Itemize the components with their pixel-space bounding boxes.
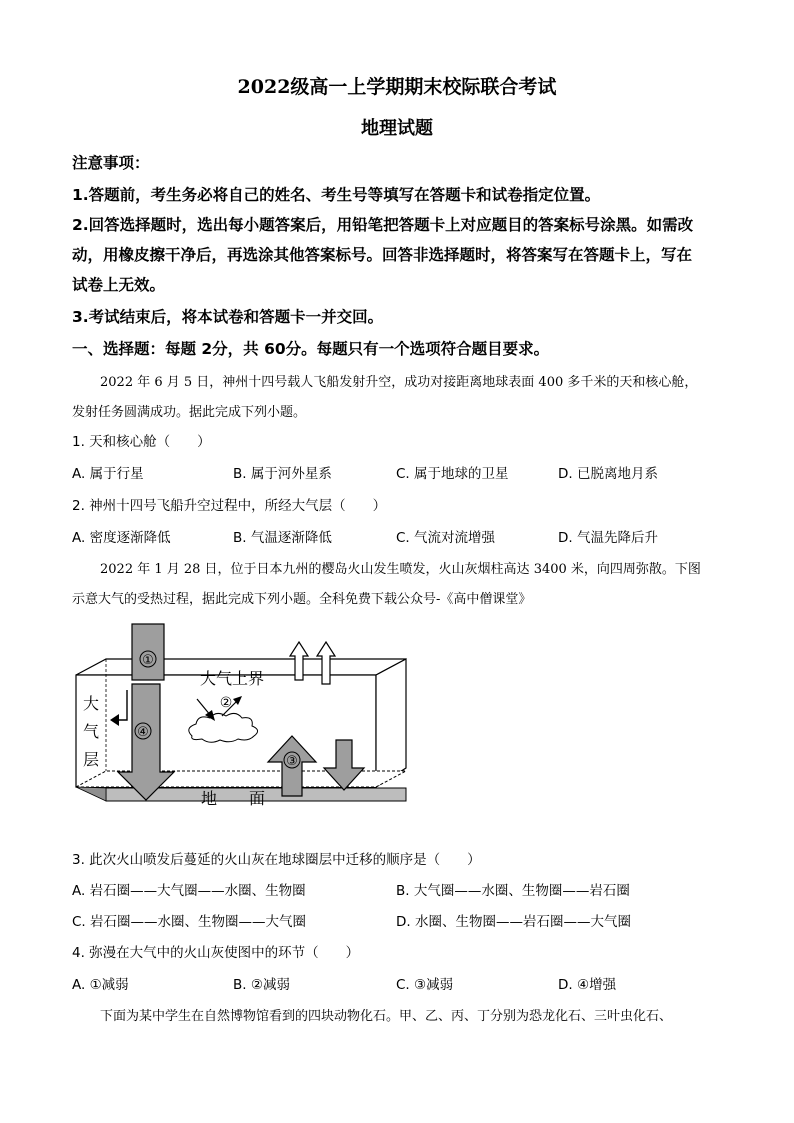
- notice-item-2-line-3: 试卷上无效。: [72, 276, 166, 294]
- atmosphere-heating-diagram: [70, 612, 420, 834]
- question-3-stem: 3. 此次火山喷发后蔓延的火山灰在地球圈层中迁移的顺序是（ ）: [72, 852, 481, 868]
- passage-2-line-1: 2022 年 1 月 28 日，位于日本九州的樱岛火山发生喷发，火山灰烟柱高达 3400 米，向四周弥散。下图: [100, 562, 701, 577]
- ground-slab-side: [76, 787, 106, 801]
- notice-item-2-line-1: 2.回答选择题时，选出每小题答案后，用铅笔把答题卡上对应题目的答案标号涂黑。如需改: [72, 216, 694, 234]
- question-2-option-b: B. 气温逐渐降低: [233, 530, 332, 546]
- side-label-3: 层: [82, 750, 100, 769]
- question-1-stem: 1. 天和核心舱（ ）: [72, 434, 211, 450]
- question-3-option-b: B. 大气圈——水圈、生物圈——岩石圈: [396, 883, 630, 899]
- question-3-option-c: C. 岩石圈——水圈、生物圈——大气圈: [72, 914, 307, 930]
- question-4-option-a: A. ①减弱: [72, 977, 129, 993]
- subject-title: 地理试题: [361, 118, 433, 139]
- notice-item-3: 3.考试结束后，将本试卷和答题卡一并交回。: [72, 308, 384, 326]
- question-1-option-a: A. 属于行星: [72, 466, 144, 482]
- marker-2: ②: [219, 695, 233, 711]
- passage-1-line-1: 2022 年 6 月 5 日，神州十四号载人飞船发射升空，成功对接距离地球表面 400 多千米的天和核心舱，: [100, 375, 698, 390]
- question-1-option-b: B. 属于河外星系: [233, 466, 332, 482]
- exam-title: 2022级高一上学期期末校际联合考试: [237, 76, 557, 98]
- question-2-stem: 2. 神州十四号飞船升空过程中，所经大气层（ ）: [72, 498, 387, 514]
- top-of-atmosphere-label: 大气上界: [199, 669, 265, 688]
- box-right-face: [376, 659, 406, 787]
- side-label-2: 气: [82, 722, 100, 741]
- marker-3: ③: [286, 754, 298, 769]
- passage-1-line-2: 发射任务圆满成功。据此完成下列小题。: [72, 405, 307, 420]
- marker-1: ①: [142, 653, 154, 668]
- notice-item-2-line-2: 动，用橡皮擦干净后，再选涂其他答案标号。回答非选择题时，将答案写在答题卡上，写在: [72, 246, 693, 264]
- notice-heading: 注意事项：: [72, 154, 150, 172]
- question-4-option-c: C. ③减弱: [396, 977, 454, 993]
- passage-3-line-1: 下面为某中学生在自然博物馆看到的四块动物化石。甲、乙、丙、丁分别为恐龙化石、三叶虫化石、: [100, 1009, 673, 1024]
- cloud-icon: [189, 713, 258, 742]
- section-1-heading: 一、选择题：每题 2分，共 60分。每题只有一个选项符合题目要求。: [72, 340, 550, 358]
- question-4-option-d: D. ④增强: [558, 977, 617, 993]
- question-1-option-c: C. 属于地球的卫星: [396, 466, 509, 482]
- question-3-option-a: A. 岩石圈——大气圈——水圈、生物圈: [72, 883, 306, 899]
- passage-2-line-2: 示意大气的受热过程，据此完成下列小题。全科免费下载公众号-《高中僧课堂》: [72, 592, 532, 607]
- question-2-option-a: A. 密度逐渐降低: [72, 530, 171, 546]
- marker-4: ④: [137, 725, 149, 740]
- question-4-option-b: B. ②减弱: [233, 977, 290, 993]
- ground-label: 地 面: [200, 789, 266, 808]
- question-4-stem: 4. 弥漫在大气中的火山灰使图中的环节（ ）: [72, 945, 360, 961]
- question-2-option-d: D. 气温先降后升: [558, 530, 658, 546]
- question-3-option-d: D. 水圈、生物圈——岩石圈——大气圈: [396, 914, 631, 930]
- question-2-option-c: C. 气流对流增强: [396, 530, 496, 546]
- side-label-1: 大: [82, 694, 100, 713]
- question-1-option-d: D. 已脱离地月系: [558, 466, 658, 482]
- notice-item-1: 1.答题前，考生务必将自己的姓名、考生号等填写在答题卡和试卷指定位置。: [72, 186, 601, 204]
